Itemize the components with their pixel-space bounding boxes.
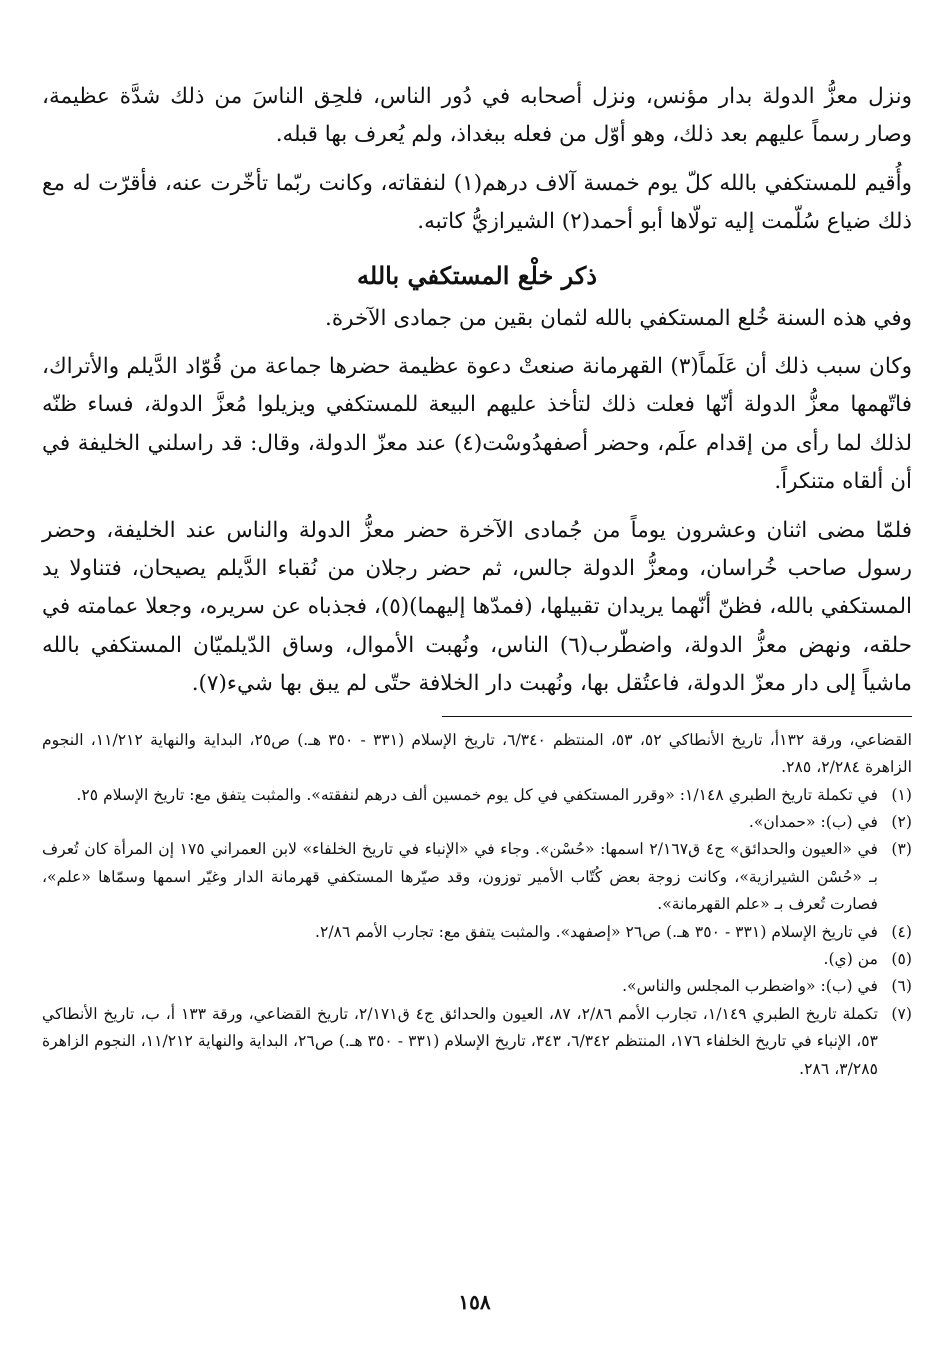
section-heading: ذكر خلْع المستكفي بالله [357,260,597,290]
paragraph-2: وأُقيم للمستكفي بالله كلّ يوم خمسة آلاف درهم(١) لنفقاته، وكانت ربّما تأخّرت عنه، فأقرّت له مع ذلك ضياع سُلّمت إليه تولّاها أبو أحمد(٢) الشيرازيُّ كاتبه. [42,170,913,235]
footnote-3 [42,836,912,918]
footnote-continuation: القضاعي، ورقة ١٣٢أ، تاريخ الأنطاكي ٥٢، ٥٣، المنتظم ٦/٣٤٠، تاريخ الإسلام (٣٣١ - ٣٥٠ هـ.) ص٢٥، البداية والنهاية ١١/٢١٢، النجوم الزاهرة ٢/٢٨٤، ٢٨٥. [42,730,913,777]
footnote-text: في تاريخ الإسلام (٣٣١ - ٣٥٠ هـ.) ص٢٦ «إصفهد». والمثبت يتفق مع: تجارب الأمم ٢/٨٦. [315,922,878,941]
footnote-text: في (ب): «حمدان». [748,812,878,831]
footnote-number: (٦) [891,977,912,996]
footnote-divider [442,716,912,717]
footnote-number: (١) [891,785,912,804]
footnote-7 [42,1001,912,1083]
footnote-text: من (ي). [823,949,878,968]
paragraph-1: ونزل معزُّ الدولة بدار مؤنس، ونزل أصحابه في دُور الناس، فلحِق الناسَ من ذلك شدَّة عظيمة، وصار رسماً عليهم بعد ذلك، وهو أوّل من فعله ببغداذ، ولم يُعرف بها قبله. [42,84,912,148]
footnote-2 [42,809,912,836]
footnote-6 [42,973,912,1000]
footnote-number: (٤) [891,922,912,941]
paragraph-3: وفي هذه السنة خُلع المستكفي بالله لثمان بقين من جمادى الآخرة. [325,305,912,331]
footnote-text: تكملة تاريخ الطبري ١/١٤٩، تجارب الأمم ٢/٨٦، ٨٧، العيون والحدائق ج٤ ق٢/١٧١، تاريخ القضاعي، ورقة ١٣٣ أ، ب، تاريخ الأنطاكي ٥٣، الإنباء في تاريخ الخلفاء ١٧٦، المنتظم ٦/٣٤٢، ٣٤٣، تاريخ الإسلام (٣٣١ - ٣٥٠ هـ.) ص٢٦، البداية والنهاية ١١/٢١٢، النجوم الزاهرة ٣/٢٨٥، ٢٨٦. [42,1004,879,1078]
footnote-number: (٧) [891,1004,912,1023]
footnote-number: (٥) [891,949,912,968]
page-number: ١٥٨ [458,1290,491,1314]
footnote-4 [42,919,912,946]
paragraph-5: فلمّا مضى اثنان وعشرون يوماً من جُمادى الآخرة حضر معزُّ الدولة والناس عند الخليفة، وحضر رسول صاحب خُراسان، ومعزُّ الدولة جالس، ثم حضر رجلان من نُقباء الدَّيلم يصيحان، فتناولا يد المستكفي بالله، فظنّ أنّهما يريدان تقبيلها، (فمدّها إليهما)(٥)، فجذباه عن سريره، وجعلا عمامته في حلقه، ونهض معزُّ الدولة، واضطّرب(٦) الناس، ونُهبت الأموال، وساق الدّيلميّان المستكفي بالله ماشياً إلى دار معزّ الدولة، فاعتُقل بها، ونُهبت دار الخلافة حتّى لم يبق بها شيء(٧). [42,517,913,697]
footnote-number: (٣) [891,840,912,859]
footnote-5 [42,946,912,973]
footnotes [42,727,912,1083]
footnote-text: في «العيون والحدائق» ج٤ ق٢/١٦٧ اسمها: «حُسْن». وجاء في «الإنباء في تاريخ الخلفاء» لابن العمراني ١٧٥ إن المرأة كان تُعرف بـ «حُسْن الشيرازية»، وكانت زوجة بعض كُتّاب الأمير توزون، وقد صيّرها المستكفي قهرمانة الدار وغيّر اسمها وسمّاها «علم»، فصارت تُعرف بـ «علم القهرمانة». [42,840,878,914]
footnote-number: (٢) [891,812,912,831]
footnote-text: في (ب): «واضطرب المجلس والناس». [622,977,878,996]
footnote-1 [42,782,912,809]
paragraph-4: وكان سبب ذلك أن عَلَماً(٣) القهرمانة صنعتْ دعوة عظيمة حضرها جماعة من قُوّاد الدَّيلم والأتراك، فاتّهمها معزُّ الدولة أنّها فعلت ذلك لتأخذ عليهم البيعة للمستكفي ويزيلوا مُعزَّ الدولة، فساء ظنّه لذلك لما رأى من إقدام علَم، وحضر أصفهدُوسْت(٤) عند معزّ الدولة، وقال: قد راسلني الخليفة في أن ألقاه متنكراً. [42,354,912,495]
page-content [42,78,912,1083]
footnote-text: في تكملة تاريخ الطبري ١/١٤٨: «وقرر المستكفي في كل يوم خمسين ألف درهم لنفقته». والمثبت يتفق مع: تاريخ الإسلام ٢٥. [76,785,878,804]
